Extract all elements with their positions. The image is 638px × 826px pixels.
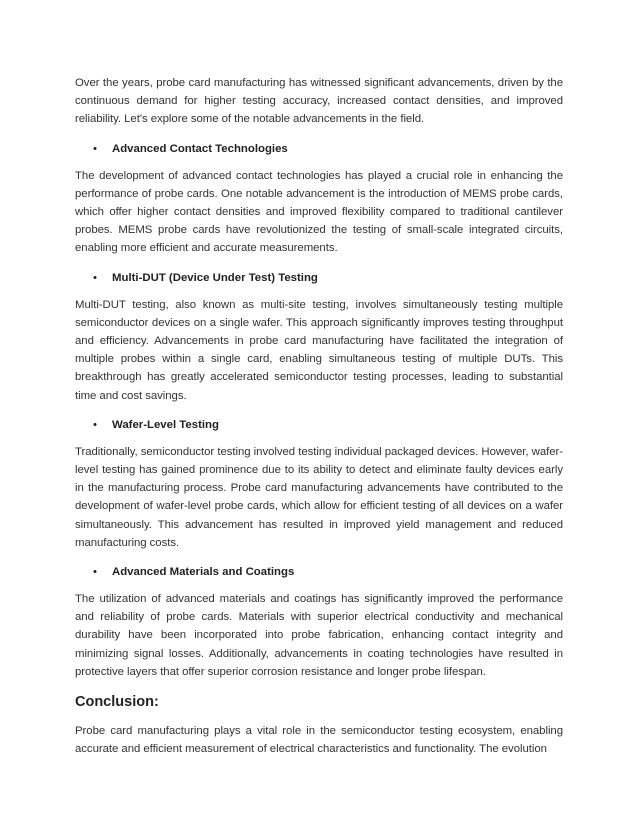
conclusion-heading: Conclusion:	[75, 694, 159, 711]
bullet-title: Advanced Contact Technologies	[112, 142, 288, 155]
section-paragraph: The development of advanced contact technologies has played a crucial role in enhancing the performance of probe cards. One notable advancement is the introduction of MEMS probe cards, which offer higher contact densities and improved flexibility compared to traditional cantilever probes. MEMS probe cards have revolutionized the testing of small-scale integrated circuits, enabling more efficient and accurate measurements.	[75, 169, 563, 255]
section-paragraph: The utilization of advanced materials and coatings has significantly improved the performance and reliability of probe cards. Materials with superior electrical conductivity and mechanical durability have been incorporated into probe fabrication, enhancing contact integrity and minimizing signal losses. Additionally, advancements in coating technologies have resulted in protective layers that offer superior corrosion resistance and longer probe lifespan.	[75, 593, 563, 678]
intro-paragraph: Over the years, probe card manufacturing has witnessed significant advancements, driven by the continuous demand for higher testing accuracy, increased contact densities, and improved reliability. Let's explore some of the notable advancements in the field.	[75, 77, 563, 126]
bullet-advanced-materials-and-coatings	[75, 563, 563, 581]
bullet-advanced-contact-technologies	[75, 140, 563, 158]
bullet-wafer-level-testing	[75, 416, 563, 434]
section-paragraph: Traditionally, semiconductor testing involved testing individual packaged devices. However, wafer-level testing has gained prominence due to its ability to detect and eliminate faulty devices early in the manufacturing process. Probe card manufacturing advancements have contributed to the development of wafer-level probe cards, which allow for efficient testing of all devices on a wafer simultaneously. This advancement has resulted in improved yield management and reduced manufacturing costs.	[75, 445, 563, 549]
bullet-icon: •	[93, 142, 97, 155]
bullet-icon: •	[93, 566, 97, 579]
document-page	[75, 74, 563, 758]
bullet-multi-dut-testing	[75, 269, 563, 287]
section-paragraph: Multi-DUT testing, also known as multi-site testing, involves simultaneously testing multiple semiconductor devices on a single wafer. This approach significantly improves testing throughput and efficiency. Advancements in probe card manufacturing have facilitated the integration of multiple probes within a single card, enabling simultaneous testing of multiple DUTs. This breakthrough has greatly accelerated semiconductor testing processes, leading to substantial time and cost savings.	[75, 298, 563, 402]
bullet-title: Wafer-Level Testing	[112, 418, 219, 431]
bullet-title: Multi-DUT (Device Under Test) Testing	[112, 271, 318, 284]
conclusion-paragraph: Probe card manufacturing plays a vital role in the semiconductor testing ecosystem, enabling accurate and efficient measurement of electrical characteristics and functionality. The evolution	[75, 725, 563, 756]
bullet-icon: •	[93, 271, 97, 284]
bullet-title: Advanced Materials and Coatings	[112, 566, 295, 579]
bullet-icon: •	[93, 418, 97, 431]
